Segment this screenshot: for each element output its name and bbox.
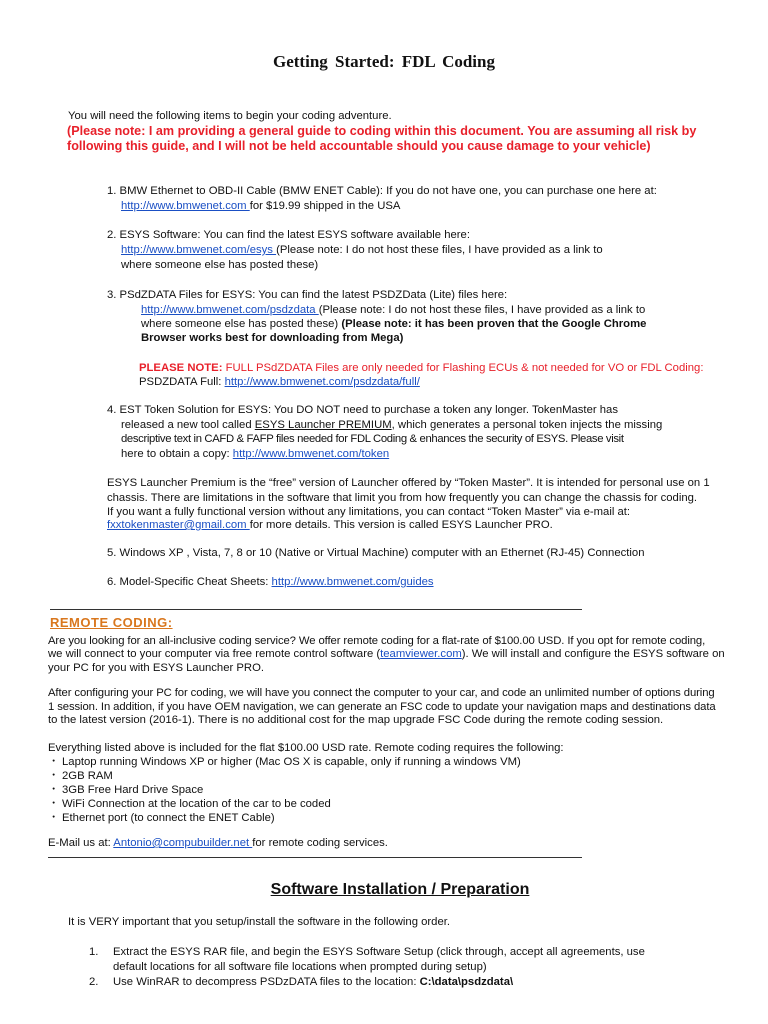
bullet-glyph: ・ [48,770,60,782]
esys-launcher-premium: ESYS Launcher PREMIUM [254,419,392,431]
launcher-line4 [107,518,553,532]
list-item: ・ WiFi Connection at the location of the car to be coded [48,798,331,810]
item-4-line2 [121,418,662,432]
item-3-link[interactable]: http://www.bmwenet.com/psdzdata [141,304,319,316]
divider-top [50,609,582,610]
remote-p2-line3: to the latest version (2016-1). There is no additional cost for the map upgrade FSC Code during the remote coding session. [48,714,664,726]
item-1-text: 1. BMW Ethernet to OBD-II Cable (BMW ENET Cable): If you do not have one, you can purchase one here at: [107,185,657,197]
remote-email-line [48,836,388,850]
item-4-link[interactable]: http://www.bmwenet.com/token [232,448,390,460]
remote-p1-line2b: ). We will install and configure the ESYS software on [461,648,725,660]
psdzdata-full-label: PSDZDATA Full: [139,376,225,388]
list-item: ・ Ethernet port (to connect the ENET Cable) [48,812,275,824]
psdzdata-full-link[interactable]: http://www.bmwenet.com/psdzdata/full/ [224,376,420,388]
item-3-line2 [141,303,645,317]
remote-p1-line1: Are you looking for an all-inclusive coding service? We offer remote coding for a flat-rate of $100.00 USD. If you opt for remote coding, [48,635,706,647]
launcher-line1: ESYS Launcher Premium is the “free” version of Launcher offered by “Token Master”. It is intended for personal use on 1 [107,477,710,489]
list-item: ・ 2GB RAM [48,770,113,782]
page-title: Getting Started: FDL Coding [273,52,495,71]
item-3-after: (Please note: I do not host these files, I have provided as a link to [318,304,646,316]
step-2-line [113,975,513,989]
step-2-number: 2. [89,976,99,988]
item-1-after: for $19.99 shipped in the USA [249,200,401,212]
launcher-line2: chassis. There are limitations in the software that limit you from how frequently you can change the chassis for coding. [107,492,698,504]
please-note-text: FULL PSdZDATA Files are only needed for Flashing ECUs & not needed for VO or FDL Coding: [225,362,704,374]
remote-coding-heading: REMOTE CODING: [50,615,173,630]
item-4-line1: 4. EST Token Solution for ESYS: You DO NOT need to purchase a token any longer. TokenMaster has [107,404,618,416]
list-item: ・ Laptop running Windows XP or higher (Mac OS X is capable, only if running a windows VM) [48,756,521,768]
item-4-line4 [121,447,389,461]
list-item: ・ 3GB Free Hard Drive Space [48,784,204,796]
remote-p2-line2: 1 session. In addition, if you have OEM navigation, we can generate an FSC code to update your navigation maps and destinations data [48,701,716,713]
item-3-line3-text: where someone else has posted these) [141,318,342,330]
bullet-glyph: ・ [48,812,60,824]
tokenmaster-email-link[interactable]: fxxtokenmaster@gmail.com [107,519,250,531]
remote-email-link[interactable]: Antonio@compubuilder.net [113,837,253,849]
item-1-link[interactable]: http://www.bmwenet.com [121,200,250,212]
item-4-line2a: released a new tool called [121,419,255,431]
disclaimer: (Please note: I am providing a general guide to coding within this document. You are assuming all risk by following this guide, and I will not be held accountable should you cause damage to your vehicle) [67,124,697,153]
remote-p1-line3: your PC for you with ESYS Launcher PRO. [48,662,264,674]
item-4-line2b: , which generates a personal token injects the missing [391,419,663,431]
item-2-text: 2. ESYS Software: You can find the latest ESYS software available here: [107,229,470,241]
divider-bottom [48,857,582,858]
launcher-line3: If you want a fully functional version without any limitations, you can contact “Token Master” via e-mail at: [107,506,631,518]
install-heading-text: Software Installation / Preparation [270,881,530,898]
item-3-full-line [139,375,420,389]
intro-text: You will need the following items to begin your coding adventure. [68,110,392,122]
item-1-line2 [121,199,400,213]
install-intro: It is VERY important that you setup/install the software in the following order. [68,916,450,928]
install-heading [0,880,768,900]
please-note-label: PLEASE NOTE: [139,362,226,374]
teamviewer-link[interactable]: teamviewer.com [380,648,462,660]
remote-p2-line1: After configuring your PC for coding, we will have you connect the computer to your car, and code an unlimited number of options during [48,687,715,699]
bullet-glyph: ・ [48,756,60,768]
item-2-after: (Please note: I do not host these files, I have provided as a link to [276,244,603,256]
step-1-line1: Extract the ESYS RAR file, and begin the ESYS Software Setup (click through, accept all agreements, use [113,946,645,958]
item-2-line2 [121,243,603,257]
launcher-after: for more details. This version is called ESYS Launcher PRO. [249,519,553,531]
remote-p1-line2 [48,647,725,661]
remote-p3: Everything listed above is included for the flat $100.00 USD rate. Remote coding requires the following: [48,742,564,754]
item-2-link[interactable]: http://www.bmwenet.com/esys [121,244,277,256]
remote-email-label: E-Mail us at: [48,837,114,849]
step-1-line2: default locations for all software file locations when prompted during setup) [113,961,487,973]
item-3-please-note [139,361,703,375]
item-5-text: 5. Windows XP , Vista, 7, 8 or 10 (Native or Virtual Machine) computer with an Ethernet (RJ-45) Connection [107,547,645,559]
step-2-text: Use WinRAR to decompress PSDzDATA files to the location: [113,976,420,988]
item-6-link[interactable]: http://www.bmwenet.com/guides [271,576,434,588]
remote-email-after: for remote coding services. [252,837,388,849]
step-1-number: 1. [89,946,99,958]
requirements-list [48,755,521,825]
remote-p1-line2a: we will connect to your computer via free remote control software ( [48,648,381,660]
item-4-line4-text: here to obtain a copy: [121,448,233,460]
item-3-text: 3. PSdZDATA Files for ESYS: You can find the latest PSDZData (Lite) files here: [107,289,508,301]
step-2-path: C:\data\psdzdata\ [419,976,514,988]
item-3-line3 [141,317,646,331]
item-2-line3: where someone else has posted these) [121,259,319,271]
item-6-line [107,575,434,589]
bullet-glyph: ・ [48,784,60,796]
item-6-text: 6. Model-Specific Cheat Sheets: [107,576,272,588]
item-3-bold-note: (Please note: it has been proven that the Google Chrome [341,318,647,330]
item-3-bold-note-2: Browser works best for downloading from Mega) [141,332,404,344]
item-4-line3: descriptive text in CAFD & FAFP files needed for FDL Coding & enhances the security of ESYS. Please visit [121,433,624,445]
bullet-glyph: ・ [48,798,60,810]
